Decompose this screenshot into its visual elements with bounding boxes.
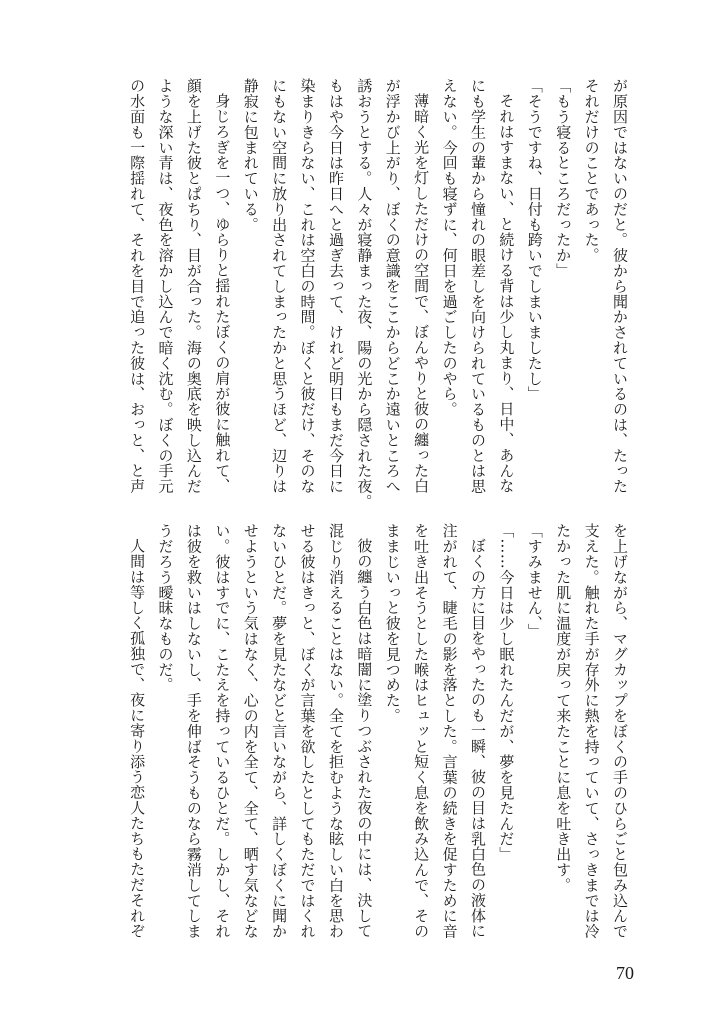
text-line: が浮かび上がり、ぼくの意識をここからどこか遠いところへ bbox=[383, 78, 402, 494]
text-line: ような深い青は、夜色を溶かし込んで暗く沈む。ぼくの手元 bbox=[156, 78, 175, 494]
page-number: 70 bbox=[616, 963, 634, 983]
text-line: が原因ではないのだと。彼から聞かされているのは、たった bbox=[611, 78, 629, 494]
text-line: えない。今回も寝ずに、何日を過ごしたのやら。 bbox=[440, 78, 459, 417]
text-line: それはすまない、と続ける背は少し丸まり、日中、あんな bbox=[497, 93, 516, 494]
text-line: 染まりきらない、これは空白の時間。ぼくと彼だけ、そのな bbox=[298, 78, 317, 494]
text-line: 彼の纏う白色は暗闇に塗りつぶされた夜の中には、決して bbox=[355, 538, 374, 939]
text-line: にもない空間に放り出されてしまったかと思うほど、辺りは bbox=[270, 78, 289, 494]
text-line: を吐き出そうとした喉はヒュッと短く息を飲み込んで、その bbox=[412, 523, 431, 939]
text-line: それだけのことであった。 bbox=[582, 78, 601, 263]
lower-text-block bbox=[123, 523, 634, 943]
text-line: うだろう曖昧なものだ。 bbox=[156, 523, 175, 693]
text-line: の水面も一際揺れて、それを目で追った彼は、おっと、と声 bbox=[128, 78, 147, 494]
text-line: 注がれて、睫毛の影を落とした。言葉の続きを促すために音 bbox=[440, 523, 459, 939]
text-line: 顔を上げた彼とぱちり、目が合った。海の奥底を映し込んだ bbox=[184, 78, 203, 494]
text-line: い。彼はすでに、こたえを持っているひとだ。しかし、それ bbox=[213, 523, 232, 939]
text-line: 「もう寝るところだったか」 bbox=[554, 78, 573, 279]
text-line: 支えた。触れた手が存外に熱を持っていて、さっきまでは冷 bbox=[582, 523, 601, 939]
text-line: ぼくの方に目をやったのも一瞬、彼の目は乳白色の液体に bbox=[468, 538, 487, 939]
text-line: ないひとだ。夢を見たなどと言いながら、詳しくぼくに聞か bbox=[270, 523, 289, 939]
text-line: は彼を救いはしないし、手を伸ばそうものなら霧消してしま bbox=[184, 523, 203, 939]
text-line: せる彼はきっと、ぼくが言葉を欲したとしてもただではくれ bbox=[298, 523, 317, 939]
text-line: 静寂に包まれている。 bbox=[241, 78, 260, 232]
text-line: 薄暗く光を灯しただけの空間で、ぼんやりと彼の纏った白 bbox=[412, 93, 431, 494]
text-line: せようという気はなく、心の内を全て、全て、晒す気などな bbox=[241, 523, 260, 939]
text-line: 混じり消えることはない。全てを拒むような眩しい白を思わ bbox=[326, 523, 345, 939]
text-line: 人間は等しく孤独で、夜に寄り添う恋人たちもただそれぞ bbox=[128, 538, 147, 939]
text-line: を上げながら、マグカップをぼくの手のひらごと包み込んで bbox=[611, 523, 629, 939]
text-line: 「すみません、」 bbox=[525, 523, 544, 639]
text-line: 「そうですね、日付も跨いでしまいましたし」 bbox=[525, 78, 544, 402]
text-line: たかった肌に温度が戻って来たことに息を吐き出す。 bbox=[554, 523, 573, 893]
text-line: にも学生の輩から憧れの眼差しを向けられているものとは思 bbox=[468, 78, 487, 494]
upper-text-block bbox=[123, 78, 634, 510]
text-line: 誘おうとする。人々が寝静まった夜、陽の光から隠された夜。 bbox=[355, 78, 374, 510]
text-line: ままじいっと彼を見つめた。 bbox=[383, 523, 402, 724]
text-line: もはや今日は昨日へと過ぎ去って、けれど明日もまだ今日に bbox=[326, 78, 345, 494]
text-line: 「……今日は少し眠れたんだが、夢を見たんだ」 bbox=[497, 523, 516, 862]
text-line: 身じろぎを一つ、ゆらりと揺れたぼくの肩が彼に触れて、 bbox=[213, 93, 232, 494]
